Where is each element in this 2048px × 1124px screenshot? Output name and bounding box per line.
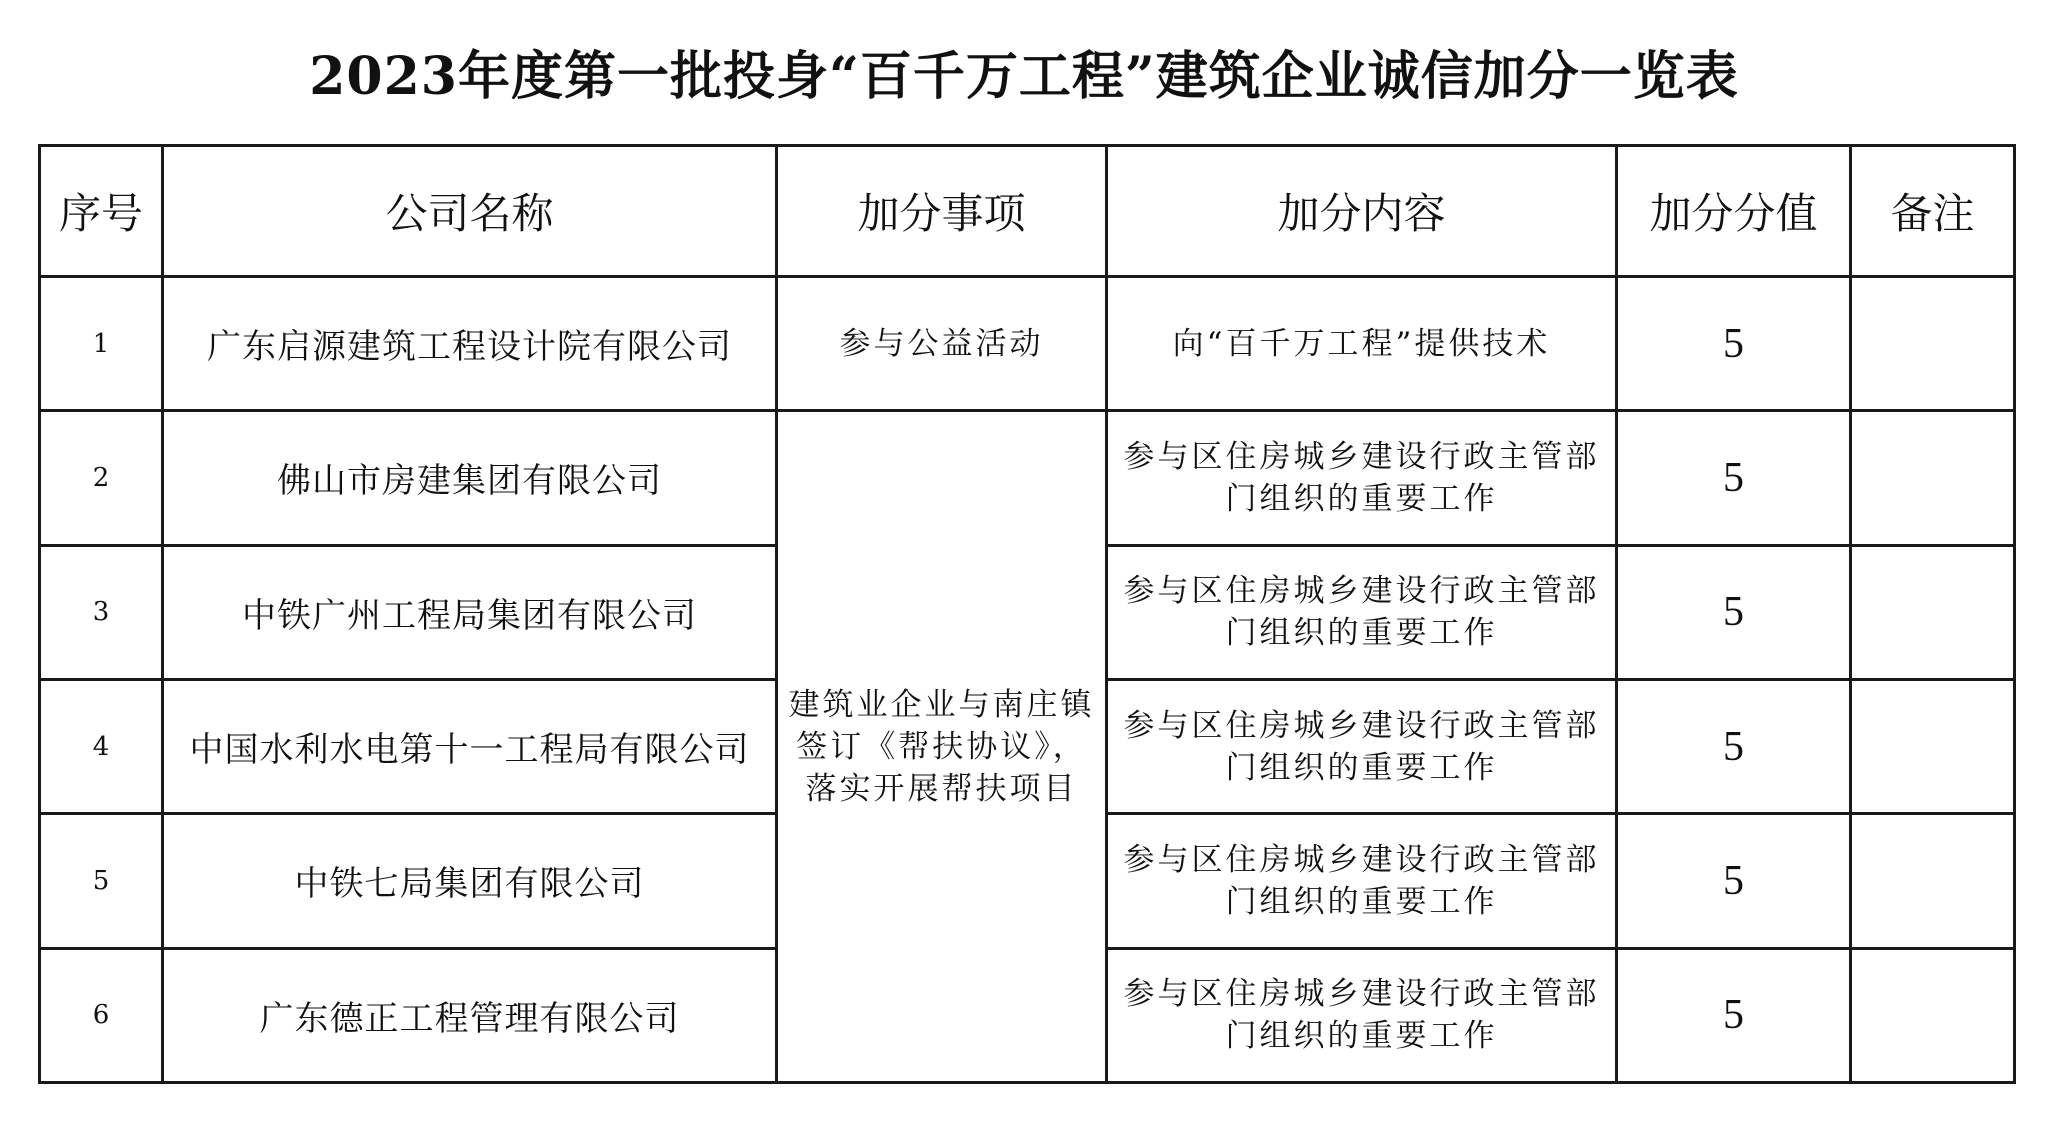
row-score: 5	[1617, 545, 1851, 679]
row-remark	[1851, 277, 2015, 411]
row-company: 广东启源建筑工程设计院有限公司	[163, 277, 777, 411]
row-score: 5	[1617, 814, 1851, 948]
row-index: 6	[40, 948, 163, 1082]
row-index: 1	[40, 277, 163, 411]
row-score: 5	[1617, 277, 1851, 411]
row-company: 广东德正工程管理有限公司	[163, 948, 777, 1082]
document-title: 2023年度第一批投身“百千万工程”建筑企业诚信加分一览表	[309, 46, 1739, 107]
credit-score-table	[38, 144, 2016, 1084]
row-index: 2	[40, 411, 163, 545]
row-remark	[1851, 411, 2015, 545]
row-score: 5	[1617, 679, 1851, 813]
row-company: 中国水利水电第十一工程局有限公司	[163, 679, 777, 813]
row-remark	[1851, 814, 2015, 948]
row-index: 4	[40, 679, 163, 813]
row-company: 中铁七局集团有限公司	[163, 814, 777, 948]
row-content: 参与区住房城乡建设行政主管部门组织的重要工作	[1107, 545, 1617, 679]
header-index: 序号	[40, 146, 163, 277]
row-remark	[1851, 679, 2015, 813]
row-company: 中铁广州工程局集团有限公司	[163, 545, 777, 679]
row-content: 参与区住房城乡建设行政主管部门组织的重要工作	[1107, 679, 1617, 813]
header-score: 加分分值	[1617, 146, 1851, 277]
header-item: 加分事项	[777, 146, 1107, 277]
header-company: 公司名称	[163, 146, 777, 277]
row-index: 5	[40, 814, 163, 948]
row-content: 参与区住房城乡建设行政主管部门组织的重要工作	[1107, 814, 1617, 948]
row-score: 5	[1617, 948, 1851, 1082]
header-remark: 备注	[1851, 146, 2015, 277]
row-remark	[1851, 545, 2015, 679]
row-item: 参与公益活动	[777, 277, 1107, 411]
row-content: 向“百千万工程”提供技术	[1107, 277, 1617, 411]
header-row	[40, 146, 2015, 277]
row-index: 3	[40, 545, 163, 679]
row-company: 佛山市房建集团有限公司	[163, 411, 777, 545]
row-content: 参与区住房城乡建设行政主管部门组织的重要工作	[1107, 411, 1617, 545]
table-row	[40, 277, 2015, 411]
row-content: 参与区住房城乡建设行政主管部门组织的重要工作	[1107, 948, 1617, 1082]
header-content: 加分内容	[1107, 146, 1617, 277]
table-row	[40, 411, 2015, 545]
row-remark	[1851, 948, 2015, 1082]
merged-item-cell: 建筑业企业与南庄镇签订《帮扶协议》，落实开展帮扶项目	[777, 411, 1107, 1083]
row-score: 5	[1617, 411, 1851, 545]
